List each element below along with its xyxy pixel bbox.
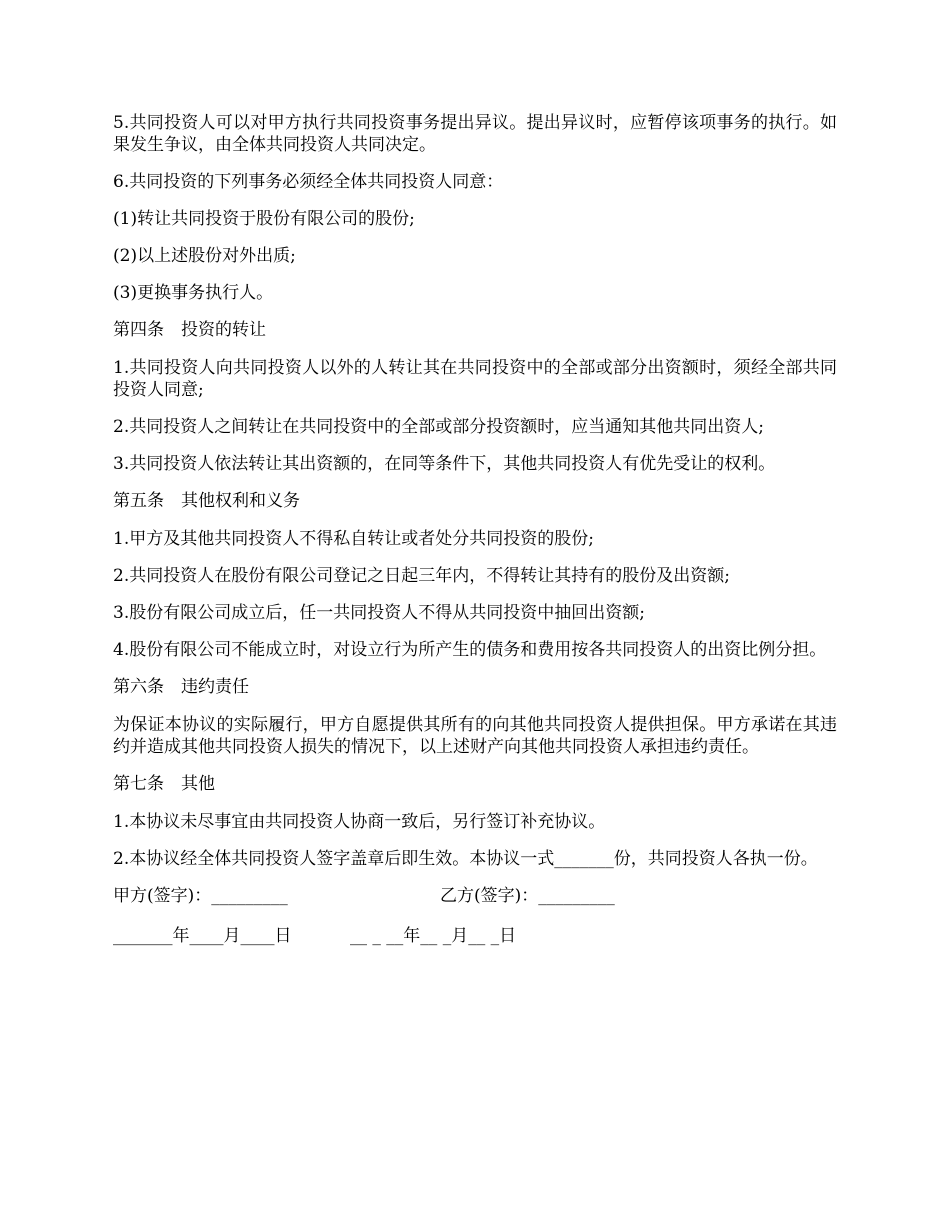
article-4-item-2: 2.共同投资人之间转让在共同投资中的全部或部分投资额时，应当通知其他共同出资人; [113,417,764,437]
party-a-signature: 甲方(签字)：_________ [113,886,288,906]
article-5-heading: 第五条 其他权利和义务 [113,491,300,511]
article-7-heading: 第七条 其他 [113,774,215,794]
clause-3-item-6: 6.共同投资的下列事务必须经全体共同投资人同意： [113,172,504,192]
article-5-item-4: 4.股份有限公司不能成立时，对设立行为所产生的债务和费用按各共同投资人的出资比例分担。 [113,640,827,660]
article-5-item-2: 2.共同投资人在股份有限公司登记之日起三年内，不得转让其持有的股份及出资额; [113,566,730,586]
article-4-heading: 第四条 投资的转让 [113,320,266,340]
party-b-date: __ _ __年__ _月__ _日 [350,926,517,946]
party-a-date: _______年____月____日 [113,926,292,946]
article-4-item-1: 1.共同投资人向共同投资人以外的人转让其在共同投资中的全部或部分出资额时，须经全部共同投资人同意; [113,358,837,400]
clause-3-subitem-2: (2)以上述股份对外出质; [113,246,296,266]
article-5-item-3: 3.股份有限公司成立后，任一共同投资人不得从共同投资中抽回出资额; [113,603,645,623]
article-5-item-1: 1.甲方及其他共同投资人不得私自转让或者处分共同投资的股份; [113,529,594,549]
clause-3-subitem-3: (3)更换事务执行人。 [113,283,274,303]
clause-3-item-5: 5.共同投资人可以对甲方执行共同投资事务提出异议。提出异议时，应暂停该项事务的执行。如果发生争议，由全体共同投资人共同决定。 [113,113,837,155]
clause-3-subitem-1: (1)转让共同投资于股份有限公司的股份; [113,209,415,229]
document-body [113,112,837,965]
date-row [113,925,837,947]
article-7-item-2: 2.本协议经全体共同投资人签字盖章后即生效。本协议一式_______份，共同投资人各执一份。 [113,849,818,869]
article-4-item-3: 3.共同投资人依法转让其出资额的，在同等条件下，其他共同投资人有优先受让的权利。 [113,454,776,474]
article-6-heading: 第六条 违约责任 [113,677,249,697]
signature-row [113,885,837,907]
party-b-signature: 乙方(签字)：_________ [440,886,615,906]
article-6-body: 为保证本协议的实际履行，甲方自愿提供其所有的向其他共同投资人提供担保。甲方承诺在其违约并造成其他共同投资人损失的情况下，以上述财产向其他共同投资人承担违约责任。 [113,715,837,757]
article-7-item-1: 1.本协议未尽事宜由共同投资人协商一致后，另行签订补充协议。 [113,812,606,832]
